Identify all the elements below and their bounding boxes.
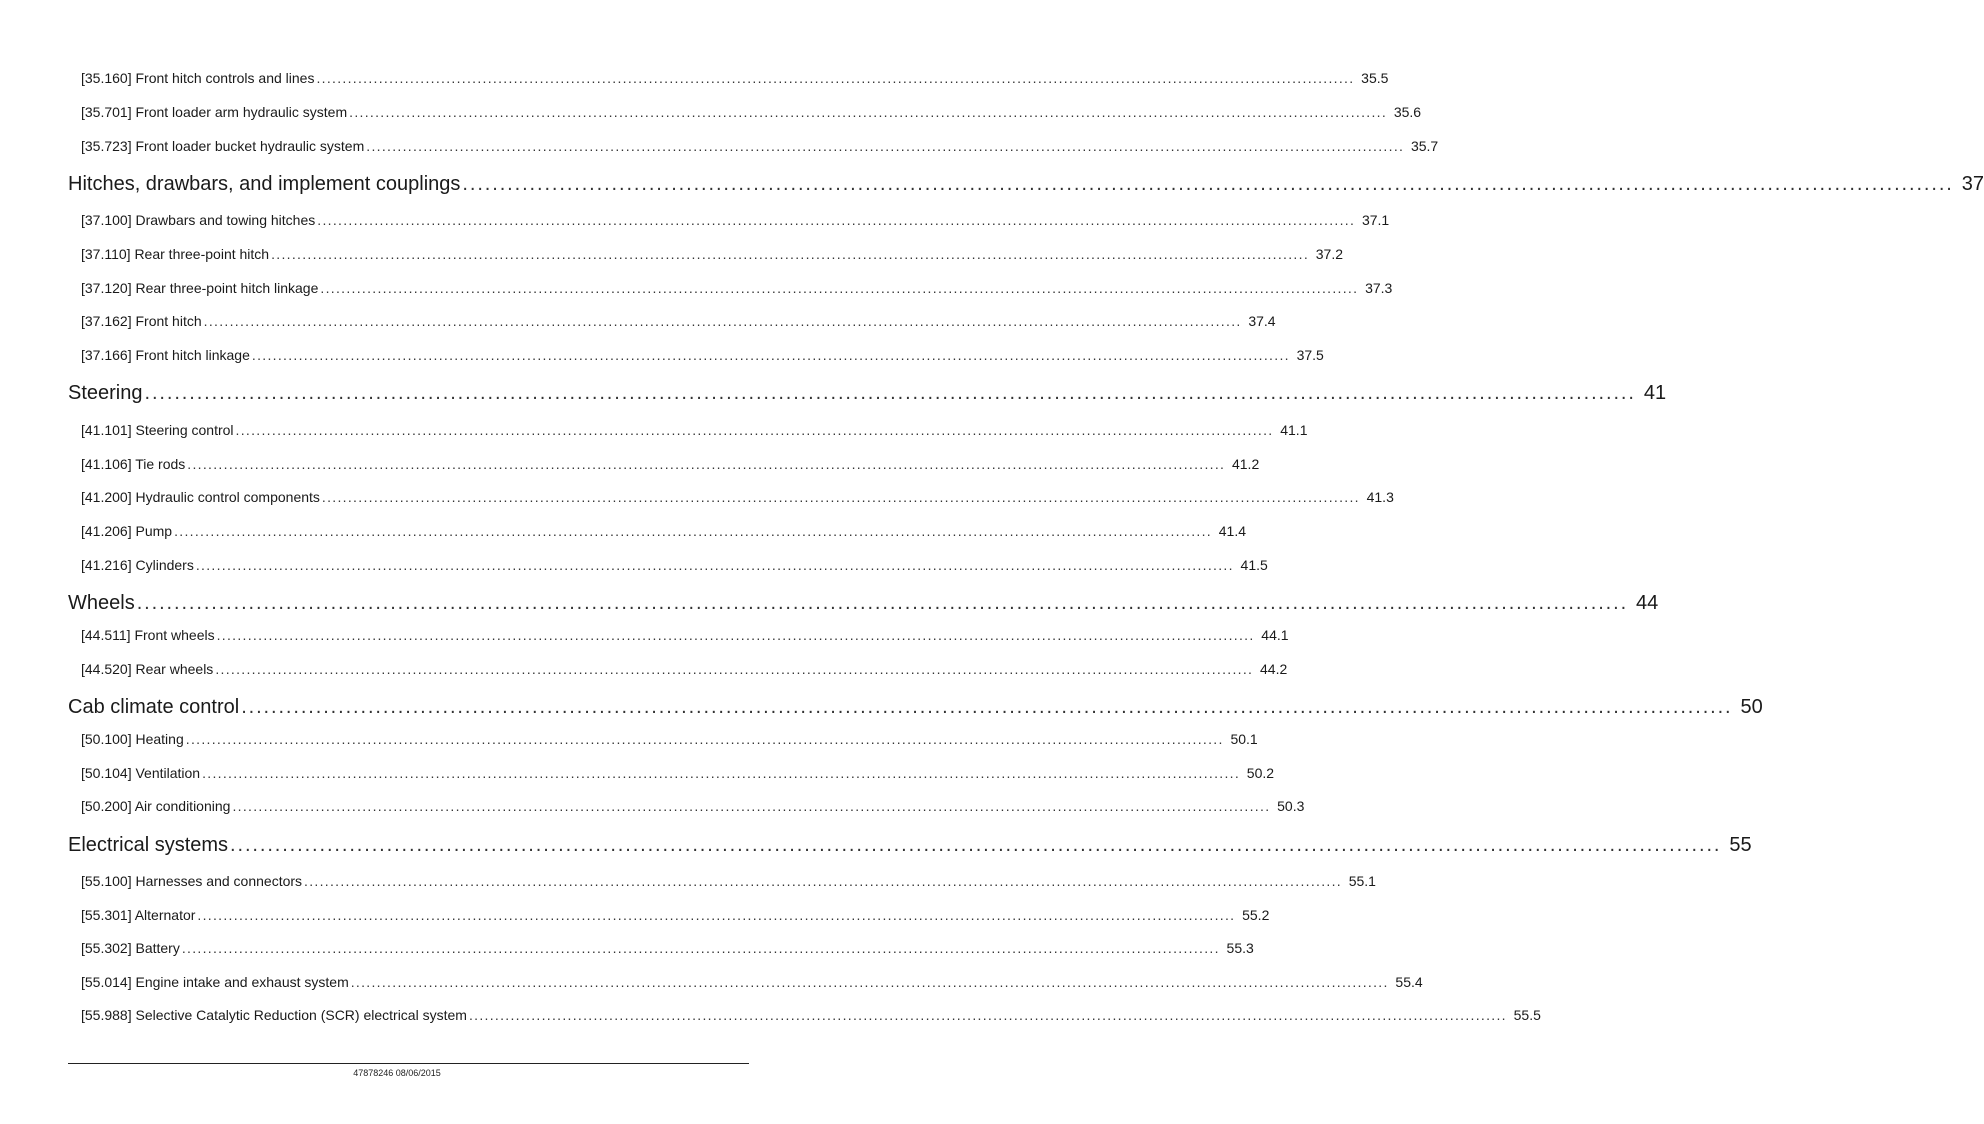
toc-entry-page: 50.3 <box>1277 798 1305 814</box>
dot-leader: ........................................................................................................................................................................................................ <box>144 382 1636 404</box>
toc-entry-page: 37.1 <box>1361 212 1390 228</box>
toc-entry-title: [55.014] Engine intake and exhaust system <box>81 974 349 990</box>
dot-leader: ........................................................................................................................................................................................................ <box>462 173 1954 195</box>
footer-document-id: 47878246 08/06/2015 <box>353 1068 441 1078</box>
toc-entry[interactable] <box>81 797 1305 815</box>
dot-leader: ........................................................................................................................................................................................................ <box>181 940 1220 956</box>
dot-leader: ........................................................................................................................................................................................................ <box>203 313 1242 329</box>
toc-entry-page: 35.6 <box>1393 104 1422 120</box>
toc-entry-title: [41.101] Steering control <box>81 422 234 438</box>
toc-entry-title: [41.106] Tie rods <box>81 456 186 472</box>
toc-section-page: 50 <box>1740 696 1763 718</box>
toc-section[interactable] <box>68 380 1667 406</box>
toc-section[interactable] <box>68 171 1984 197</box>
toc-entry-title: [35.701] Front loader arm hydraulic system <box>81 104 348 120</box>
dot-leader: ........................................................................................................................................................................................................ <box>316 70 1355 86</box>
toc-entry[interactable] <box>81 872 1376 890</box>
toc-entry-page: 55.2 <box>1242 907 1270 923</box>
toc-entry[interactable] <box>81 939 1254 957</box>
toc-entry-title: [35.160] Front hitch controls and lines <box>81 70 315 86</box>
toc-entry-title: [37.110] Rear three-point hitch <box>81 246 270 262</box>
toc-entry-page: 37.5 <box>1296 347 1324 363</box>
toc-entry-page: 55.1 <box>1348 873 1376 889</box>
dot-leader: ........................................................................................................................................................................................................ <box>350 974 1389 990</box>
toc-entry-title: [37.100] Drawbars and towing hitches <box>81 212 316 228</box>
dot-leader: ........................................................................................................................................................................................................ <box>235 422 1274 438</box>
toc-entry[interactable] <box>81 211 1390 229</box>
toc-entry-page: 55.3 <box>1226 940 1254 956</box>
toc-entry-title: [41.206] Pump <box>81 523 173 539</box>
toc-entry[interactable] <box>81 455 1260 473</box>
toc-entry-title: [50.200] Air conditioning <box>81 798 231 814</box>
toc-entry[interactable] <box>81 626 1289 644</box>
toc-entry[interactable] <box>81 556 1268 574</box>
toc-section-page: 37 <box>1961 173 1984 195</box>
toc-entry-title: [55.302] Battery <box>81 940 180 956</box>
toc-entry-title: [41.200] Hydraulic control components <box>81 489 320 505</box>
toc-entry-page: 55.4 <box>1395 974 1423 990</box>
toc-entry-title: [37.162] Front hitch <box>81 313 202 329</box>
toc-entry-page: 37.2 <box>1315 246 1344 262</box>
dot-leader: ........................................................................................................................................................................................................ <box>321 489 1360 505</box>
toc-entry-title: [55.988] Selective Catalytic Reduction (SCR) electrical system <box>81 1007 467 1023</box>
toc-entry-page: 37.4 <box>1248 313 1276 329</box>
toc-entry[interactable] <box>81 312 1276 330</box>
toc-entry[interactable] <box>81 69 1389 87</box>
toc-entry-page: 50.1 <box>1230 731 1258 747</box>
toc-entry[interactable] <box>81 103 1422 121</box>
toc-section[interactable] <box>68 832 1752 858</box>
dot-leader: ........................................................................................................................................................................................................ <box>216 627 1255 643</box>
toc-section-page: 55 <box>1729 834 1752 856</box>
toc-entry[interactable] <box>81 421 1308 439</box>
dot-leader: ........................................................................................................................................................................................................ <box>304 873 1342 889</box>
toc-entry[interactable] <box>81 764 1275 782</box>
dot-leader: ........................................................................................................................................................................................................ <box>174 523 1212 539</box>
toc-entry[interactable] <box>81 522 1246 540</box>
toc-entry-page: 41.3 <box>1366 489 1394 505</box>
toc-entry-title: [55.100] Harnesses and connectors <box>81 873 303 889</box>
toc-entry[interactable] <box>81 488 1394 506</box>
toc-entry-page: 41.5 <box>1240 557 1268 573</box>
dot-leader: ........................................................................................................................................................................................................ <box>320 280 1359 296</box>
toc-entry-title: [37.166] Front hitch linkage <box>81 347 250 363</box>
toc-entry-page: 41.4 <box>1218 523 1246 539</box>
toc-entry-title: [44.520] Rear wheels <box>81 661 214 677</box>
dot-leader: ........................................................................................................................................................................................................ <box>202 765 1241 781</box>
toc-entry-page: 44.1 <box>1261 627 1289 643</box>
toc-entry-page: 44.2 <box>1260 661 1288 677</box>
toc-section[interactable] <box>68 694 1763 720</box>
dot-leader: ........................................................................................................................................................................................................ <box>251 347 1290 363</box>
toc-entry-page: 41.1 <box>1280 422 1308 438</box>
dot-leader: ........................................................................................................................................................................................................ <box>317 212 1356 228</box>
toc-entry-title: [50.100] Heating <box>81 731 184 747</box>
toc-entry-page: 37.3 <box>1365 280 1393 296</box>
toc-entry[interactable] <box>81 973 1423 991</box>
toc-entry-title: [44.511] Front wheels <box>81 627 215 643</box>
toc-section-title: Wheels <box>68 592 135 614</box>
dot-leader: ........................................................................................................................................................................................................ <box>241 696 1733 718</box>
toc-section-title: Steering <box>68 382 143 404</box>
dot-leader: ........................................................................................................................................................................................................ <box>195 557 1234 573</box>
toc-entry-title: [41.216] Cylinders <box>81 557 194 573</box>
dot-leader: ........................................................................................................................................................................................................ <box>468 1007 1507 1023</box>
toc-entry[interactable] <box>81 346 1324 364</box>
toc-entry-page: 35.5 <box>1361 70 1389 86</box>
dot-leader: ........................................................................................................................................................................................................ <box>215 661 1254 677</box>
toc-entry[interactable] <box>81 137 1439 155</box>
toc-entry[interactable] <box>81 906 1270 924</box>
toc-entry[interactable] <box>81 279 1393 297</box>
toc-section-title: Hitches, drawbars, and implement couplings <box>68 173 461 195</box>
toc-entry-page: 55.5 <box>1513 1007 1541 1023</box>
dot-leader: ........................................................................................................................................................................................................ <box>136 592 1629 614</box>
toc-section-page: 41 <box>1643 382 1667 404</box>
toc-section[interactable] <box>68 590 1659 616</box>
footer-divider <box>68 1063 749 1064</box>
dot-leader: ........................................................................................................................................................................................................ <box>232 798 1271 814</box>
toc-entry[interactable] <box>81 245 1344 263</box>
toc-entry-title: [35.723] Front loader bucket hydraulic system <box>81 138 365 154</box>
toc-entry-title: [55.301] Alternator <box>81 907 196 923</box>
toc-entry-title: [37.120] Rear three-point hitch linkage <box>81 280 319 296</box>
toc-section-page: 44 <box>1636 592 1659 614</box>
dot-leader: ........................................................................................................................................................................................................ <box>271 246 1310 262</box>
toc-section-title: Electrical systems <box>68 834 229 856</box>
toc-section-title: Cab climate control <box>68 696 240 718</box>
toc-entry-page: 35.7 <box>1410 138 1439 154</box>
dot-leader: ........................................................................................................................................................................................................ <box>366 138 1405 154</box>
dot-leader: ........................................................................................................................................................................................................ <box>187 456 1226 472</box>
toc-entry-title: [50.104] Ventilation <box>81 765 201 781</box>
dot-leader: ........................................................................................................................................................................................................ <box>197 907 1236 923</box>
toc-entry[interactable] <box>81 1006 1541 1024</box>
toc-entry[interactable] <box>81 730 1258 748</box>
toc-entry-page: 50.2 <box>1246 765 1275 781</box>
dot-leader: ........................................................................................................................................................................................................ <box>185 731 1224 747</box>
toc-entry[interactable] <box>81 660 1288 678</box>
toc-entry-page: 41.2 <box>1231 456 1260 472</box>
dot-leader: ........................................................................................................................................................................................................ <box>230 834 1722 856</box>
dot-leader: ........................................................................................................................................................................................................ <box>349 104 1388 120</box>
